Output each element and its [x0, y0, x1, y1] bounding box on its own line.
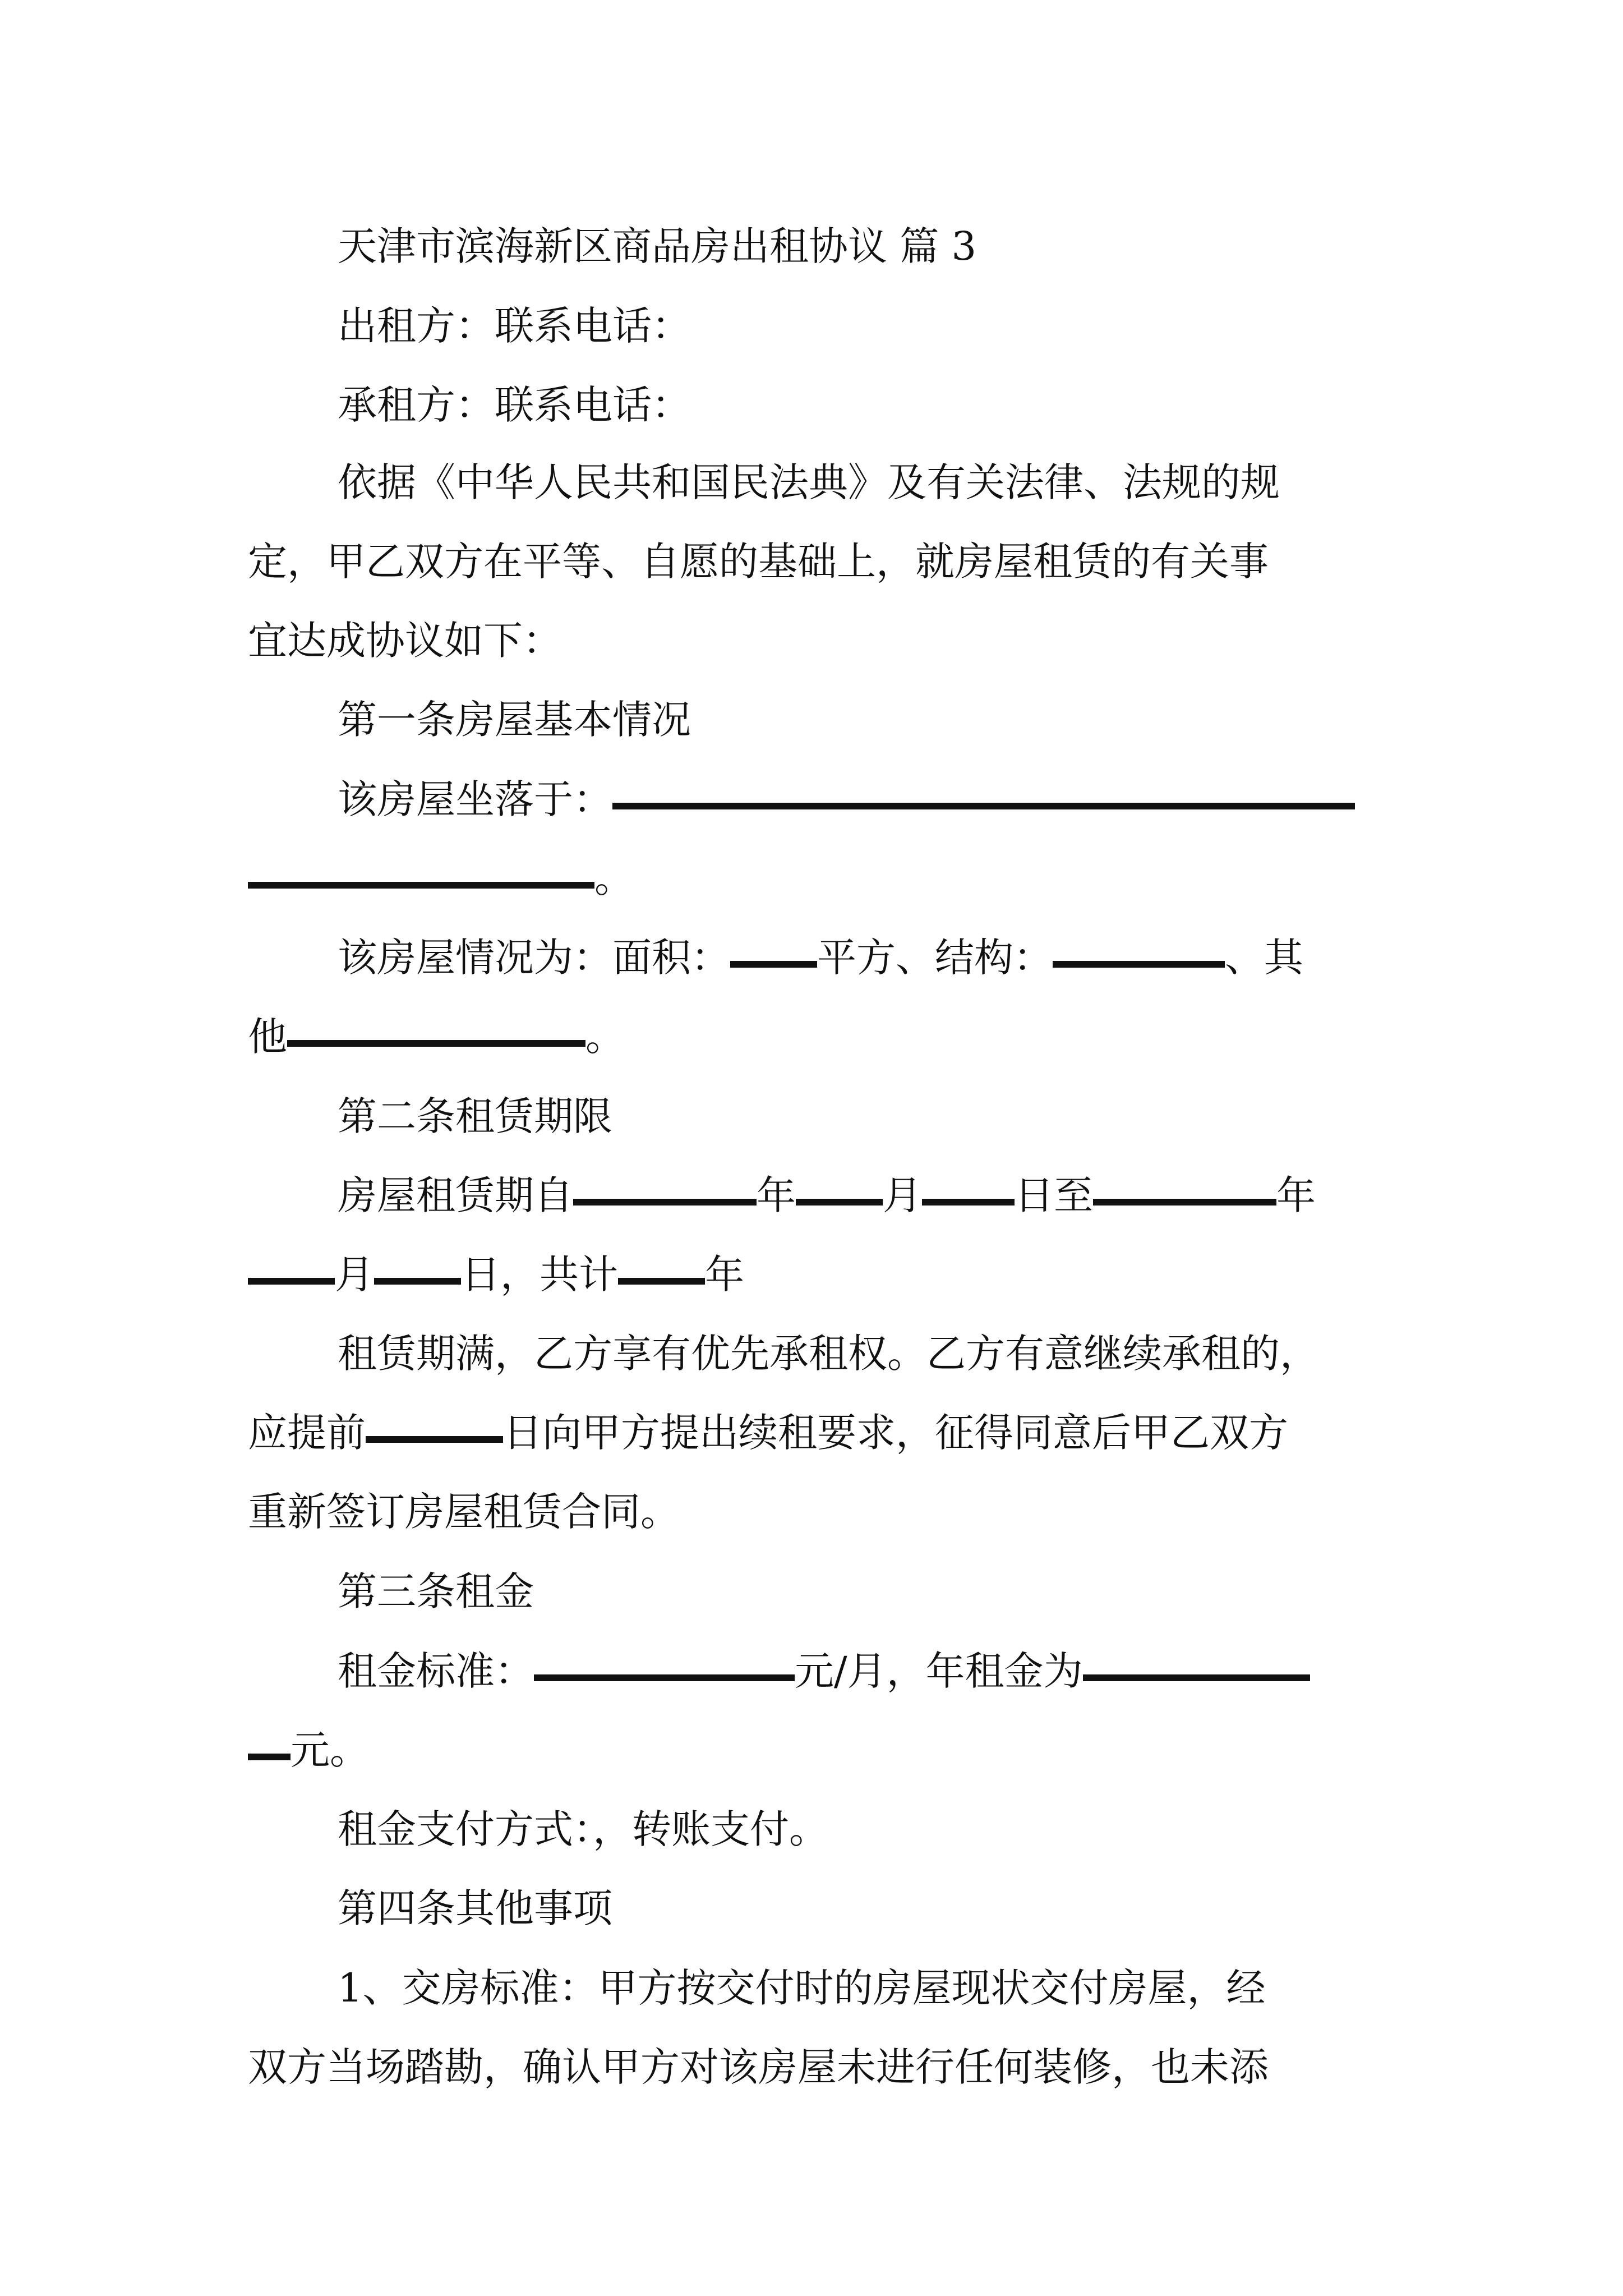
month-label-2: 月: [335, 1251, 374, 1297]
other-label: 他: [248, 1014, 287, 1060]
payment-line: 租金支付方式：，转账支付。: [338, 1806, 828, 1852]
end-month-blank: [248, 1278, 335, 1285]
rent-line-2: [248, 1727, 369, 1773]
lessee-line: 承租方：联系电话：: [338, 382, 691, 428]
total-year-blank: [618, 1278, 705, 1285]
day-total-label: 日，共计: [461, 1251, 618, 1297]
end-day-blank: [374, 1278, 461, 1285]
start-year-blank: [573, 1199, 757, 1205]
other-sep: 、其: [1225, 935, 1303, 981]
lessor-line: 出租方：联系电话：: [338, 303, 691, 349]
day-to-label: 日至: [1015, 1172, 1093, 1218]
rent-label: 租金标准：: [338, 1648, 534, 1694]
renew-line-1: 租赁期满，乙方享有优先承租权。乙方有意继续承租的，: [338, 1331, 1319, 1377]
item-1-line-2: 双方当场踏勘，确认甲方对该房屋未进行任何装修，也未添: [248, 2044, 1269, 2090]
year-label-3: 年: [705, 1251, 744, 1297]
term-line: [338, 1172, 1316, 1218]
term-prefix: 房屋租赁期自: [338, 1172, 573, 1218]
article-3-heading: 第三条租金: [338, 1568, 534, 1614]
area-unit: 平方、结构：: [817, 935, 1053, 981]
structure-blank: [1053, 961, 1225, 968]
situation-line-2: [248, 1014, 625, 1060]
intro-line-2: 定，甲乙双方在平等、自愿的基础上，就房屋租赁的有关事: [248, 539, 1269, 585]
rent-unit: 元/月，年租金为: [795, 1648, 1083, 1694]
intro-line-3: 宜达成协议如下：: [248, 618, 562, 664]
item-1-line-1: 1、交房标准：甲方按交付时的房屋现状交付房屋，经: [338, 1965, 1266, 2011]
location-label: 该房屋坐落于：: [338, 776, 612, 822]
situation-label: 该房屋情况为：面积：: [338, 935, 730, 981]
renew-line-2: [248, 1410, 1288, 1456]
month-label: 月: [883, 1172, 922, 1218]
location-line: [338, 776, 1355, 822]
renew-line-3: 重新签订房屋租赁合同。: [248, 1489, 680, 1535]
article-1-heading: 第一条房屋基本情况: [338, 697, 691, 743]
annual-rent-blank-cont: [248, 1754, 291, 1760]
monthly-rent-blank: [534, 1674, 795, 1681]
start-month-blank: [796, 1199, 883, 1205]
start-day-blank: [922, 1199, 1015, 1205]
end-year-blank: [1093, 1199, 1276, 1205]
rent-end: 元。: [291, 1727, 369, 1773]
notice-days-blank: [366, 1436, 503, 1443]
situation-line: [338, 935, 1303, 981]
renew-prefix: 应提前: [248, 1410, 366, 1456]
location-line-2: [248, 855, 634, 901]
term-line-2: [248, 1251, 744, 1297]
location-period: 。: [594, 855, 634, 901]
document-title: 天津市滨海新区商品房出租协议 篇 3: [338, 223, 977, 269]
intro-line-1: 依据《中华人民共和国民法典》及有关法律、法规的规: [338, 459, 1280, 505]
article-4-heading: 第四条其他事项: [338, 1885, 612, 1931]
article-2-heading: 第二条租赁期限: [338, 1093, 612, 1139]
year-label: 年: [757, 1172, 796, 1218]
annual-rent-blank: [1083, 1674, 1310, 1681]
location-blank: [612, 803, 1355, 809]
location-blank-cont: [248, 882, 594, 889]
year-label-2: 年: [1276, 1172, 1316, 1218]
other-blank: [287, 1040, 585, 1047]
area-blank: [730, 961, 817, 968]
renew-suffix: 日向甲方提出续租要求，征得同意后甲乙双方: [503, 1410, 1288, 1456]
rent-line: [338, 1648, 1310, 1694]
other-period: 。: [585, 1014, 625, 1060]
